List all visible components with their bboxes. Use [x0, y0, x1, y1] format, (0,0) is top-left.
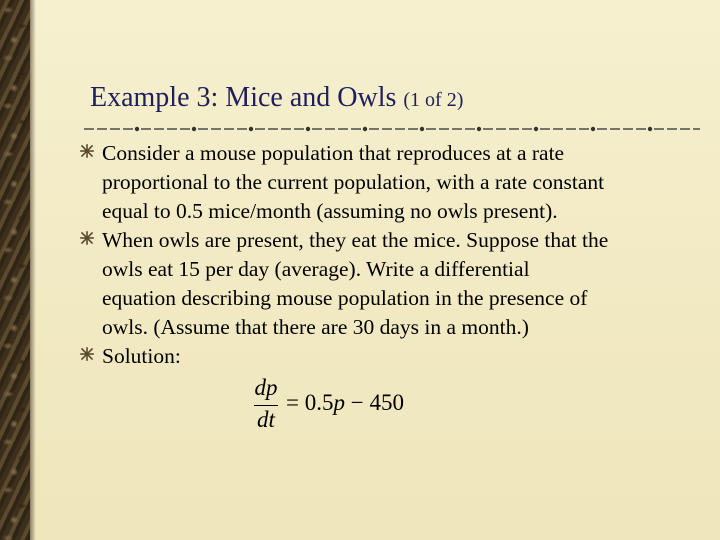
- equation-rhs: [286, 390, 404, 416]
- bullet-text: Solution:: [102, 344, 181, 368]
- equation-constant: 450: [369, 390, 404, 415]
- minus-sign: −: [350, 390, 364, 415]
- bullet-text: When owls are present, they eat the mice. Suppose that the owls eat 15 per day (average). Write a differential equation describing mouse population in the presence of owls. (Assume that there are 30 days in a month.): [102, 228, 609, 339]
- fraction-bar: [254, 405, 278, 406]
- bullet-item: [80, 226, 700, 342]
- bullet-item: [80, 342, 700, 371]
- title-divider: [84, 122, 700, 136]
- equation-denominator: dt: [257, 407, 275, 432]
- differential-equation: [250, 374, 430, 438]
- asterisk-cross-icon: [80, 144, 94, 158]
- equation-coefficient: 0.5: [304, 390, 334, 415]
- derivative-fraction: [250, 374, 282, 434]
- asterisk-cross-icon: [80, 347, 94, 361]
- bullet-item: [80, 139, 700, 226]
- equation-variable: p: [333, 390, 345, 415]
- border-shadow: [30, 0, 36, 540]
- bullet-text: Consider a mouse population that reproduces at a rate proportional to the current population, with a rate constant equal to 0.5 mice/month (assuming no owls present).: [102, 141, 605, 223]
- title-main: Example 3: Mice and Owls: [90, 82, 404, 113]
- slide-title: [90, 82, 463, 114]
- equals-sign: =: [286, 390, 299, 415]
- asterisk-cross-icon: [80, 231, 94, 245]
- title-suffix: (1 of 2): [403, 89, 464, 111]
- decorative-left-border: [0, 0, 30, 540]
- divider-line: [84, 127, 700, 131]
- bullet-list: [80, 139, 700, 371]
- equation-numerator: dp: [254, 375, 278, 400]
